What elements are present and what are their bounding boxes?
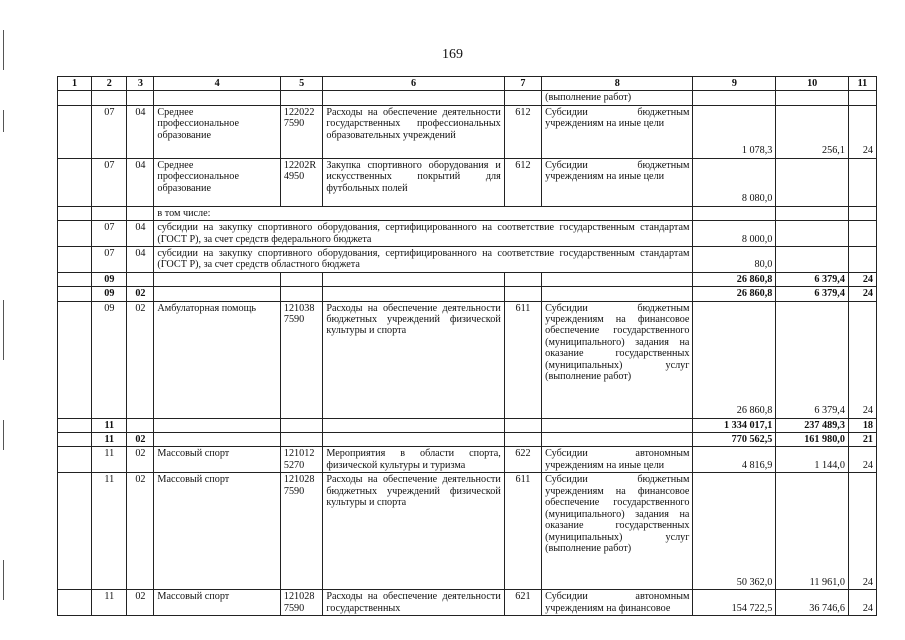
cell-plan: 8 080,0 — [693, 158, 776, 206]
cell-expense-type: Субсидии бюджетным учреждениям на иные цели — [542, 158, 693, 206]
col-header: 2 — [92, 77, 127, 91]
cell-percent: 24 — [848, 473, 876, 590]
cell-actual: 256,1 — [776, 105, 849, 158]
cell-target-name: Закупка спортивного оборудования и искусственных покрытий для футбольных полей — [323, 158, 504, 206]
cell-plan: 1 334 017,1 — [693, 418, 776, 432]
cell-actual: 237 489,3 — [776, 418, 849, 432]
cell-subsection: 04 — [127, 247, 154, 273]
cell-subsection: 02 — [127, 433, 154, 447]
table-row — [58, 247, 877, 273]
col-header: 4 — [154, 77, 280, 91]
cell-subsection: 04 — [127, 105, 154, 158]
cell-actual: 6 379,4 — [776, 301, 849, 418]
cell-target-name: Расходы на обеспечение деятельности государственных — [323, 590, 504, 616]
header-row — [58, 77, 877, 91]
cell-target-article: 121012 5270 — [280, 447, 323, 473]
cell-expense-type: Субсидии автономным учреждениям на иные цели — [542, 447, 693, 473]
cell-section: 11 — [92, 418, 127, 432]
cell-section: 09 — [92, 301, 127, 418]
section-total-row — [58, 418, 877, 432]
cell-target-article: 122022 7590 — [280, 105, 323, 158]
cell-percent: 24 — [848, 105, 876, 158]
cell-subsection: 02 — [127, 473, 154, 590]
table-row — [58, 105, 877, 158]
cell-target-article: 12202R 4950 — [280, 158, 323, 206]
cell-section: 11 — [92, 590, 127, 616]
table-row — [58, 590, 877, 616]
section-total-row — [58, 272, 877, 286]
cell-expense-code: 612 — [504, 105, 541, 158]
cell-percent: 21 — [848, 433, 876, 447]
cell-expense-type: Субсидии бюджетным учреждениям на финансовое обеспечение государственного (муниципального) задания на оказание государственных (муниципальных) услуг (выполнение работ) — [542, 473, 693, 590]
cell-expense-type: Субсидии бюджетным учреждениям на финансовое обеспечение государственного (муниципального) задания на оказание государственных (муниципальных) услуг (выполнение работ) — [542, 301, 693, 418]
cell-section: 11 — [92, 473, 127, 590]
col-header: 3 — [127, 77, 154, 91]
cell-subsection-name: Массовый спорт — [154, 590, 280, 616]
subsection-total-row — [58, 433, 877, 447]
cell-subsection-name: Среднее профессиональное образование — [154, 105, 280, 158]
cell-section: 07 — [92, 105, 127, 158]
cell-actual: 6 379,4 — [776, 287, 849, 301]
cell-actual: 11 961,0 — [776, 473, 849, 590]
cell-target-article: 121028 7590 — [280, 590, 323, 616]
cell-plan: 4 816,9 — [693, 447, 776, 473]
cell-section: 11 — [92, 433, 127, 447]
cell-subsection-name: Массовый спорт — [154, 473, 280, 590]
cell-subsection-name: Амбулаторная помощь — [154, 301, 280, 418]
cell-section: 07 — [92, 247, 127, 273]
cell-actual: 36 746,6 — [776, 590, 849, 616]
cell-plan: 26 860,8 — [693, 272, 776, 286]
cell-expense-code: 612 — [504, 158, 541, 206]
col-header: 1 — [58, 77, 92, 91]
table-row — [58, 91, 877, 105]
cell-target-name: Расходы на обеспечение деятельности бюджетных учреждений физической культуры и спорта — [323, 301, 504, 418]
cell-percent: 24 — [848, 447, 876, 473]
cell-section: 11 — [92, 447, 127, 473]
cell-plan: 80,0 — [693, 247, 776, 273]
cell-plan: 26 860,8 — [693, 301, 776, 418]
cell-expense-type: Субсидии автономным учреждениям на финансовое — [542, 590, 693, 616]
cell-section: 07 — [92, 158, 127, 206]
cell-percent — [848, 158, 876, 206]
subsection-total-row — [58, 287, 877, 301]
cell-expense-code: 611 — [504, 473, 541, 590]
table-row — [58, 447, 877, 473]
col-header: 6 — [323, 77, 504, 91]
cell-subsection: 02 — [127, 447, 154, 473]
col-header: 8 — [542, 77, 693, 91]
table-row — [58, 158, 877, 206]
cell-plan: 8 000,0 — [693, 221, 776, 247]
cell-subsection: 02 — [127, 287, 154, 301]
cell-percent: 18 — [848, 418, 876, 432]
cell-subsection: 02 — [127, 590, 154, 616]
cell-target-name: Расходы на обеспечение деятельности бюджетных учреждений физической культуры и спорта — [323, 473, 504, 590]
cell-target-article: 121028 7590 — [280, 473, 323, 590]
cell-subsidy-description: субсидии на закупку спортивного оборудования, сертифицированного на соответствие государственным стандартам (ГОСТ Р), за счет средств областного бюджета — [154, 247, 693, 273]
col-header: 11 — [848, 77, 876, 91]
table-row — [58, 221, 877, 247]
cell-plan: 770 562,5 — [693, 433, 776, 447]
cell-subsection: 02 — [127, 301, 154, 418]
cell-target-name: Расходы на обеспечение деятельности государственных профессиональных образовательных учреждений — [323, 105, 504, 158]
cell-plan: 26 860,8 — [693, 287, 776, 301]
cell-section: 07 — [92, 221, 127, 247]
col-header: 10 — [776, 77, 849, 91]
cell-section: 09 — [92, 287, 127, 301]
table-row — [58, 206, 877, 220]
page-number: 169 — [442, 47, 463, 62]
cell-percent: 24 — [848, 301, 876, 418]
cell-expense-type: Субсидии бюджетным учреждениям на иные цели — [542, 105, 693, 158]
cell-actual: 1 144,0 — [776, 447, 849, 473]
cell-percent: 24 — [848, 272, 876, 286]
cell-target-name: Мероприятия в области спорта, физической культуры и туризма — [323, 447, 504, 473]
cell-plan: 154 722,5 — [693, 590, 776, 616]
cell-including-label: в том числе: — [154, 206, 693, 220]
cell-subsection: 04 — [127, 158, 154, 206]
cell-percent: 24 — [848, 590, 876, 616]
cell-percent: 24 — [848, 287, 876, 301]
cell-expense-type: (выполнение работ) — [542, 91, 693, 105]
cell-expense-code: 621 — [504, 590, 541, 616]
col-header: 7 — [504, 77, 541, 91]
cell-expense-code: 611 — [504, 301, 541, 418]
cell-subsection: 04 — [127, 221, 154, 247]
col-header: 9 — [693, 77, 776, 91]
cell-section: 09 — [92, 272, 127, 286]
cell-actual: 161 980,0 — [776, 433, 849, 447]
cell-plan: 1 078,3 — [693, 105, 776, 158]
cell-target-article: 121038 7590 — [280, 301, 323, 418]
cell-subsection-name: Массовый спорт — [154, 447, 280, 473]
cell-subsidy-description: субсидии на закупку спортивного оборудования, сертифицированного на соответствие государственным стандартам (ГОСТ Р), за счет средств федерального бюджета — [154, 221, 693, 247]
col-header: 5 — [280, 77, 323, 91]
cell-actual — [776, 158, 849, 206]
cell-subsection-name: Среднее профессиональное образование — [154, 158, 280, 206]
budget-table — [57, 76, 877, 616]
cell-plan: 50 362,0 — [693, 473, 776, 590]
table-row — [58, 473, 877, 590]
cell-expense-code: 622 — [504, 447, 541, 473]
cell-actual: 6 379,4 — [776, 272, 849, 286]
table-row — [58, 301, 877, 418]
